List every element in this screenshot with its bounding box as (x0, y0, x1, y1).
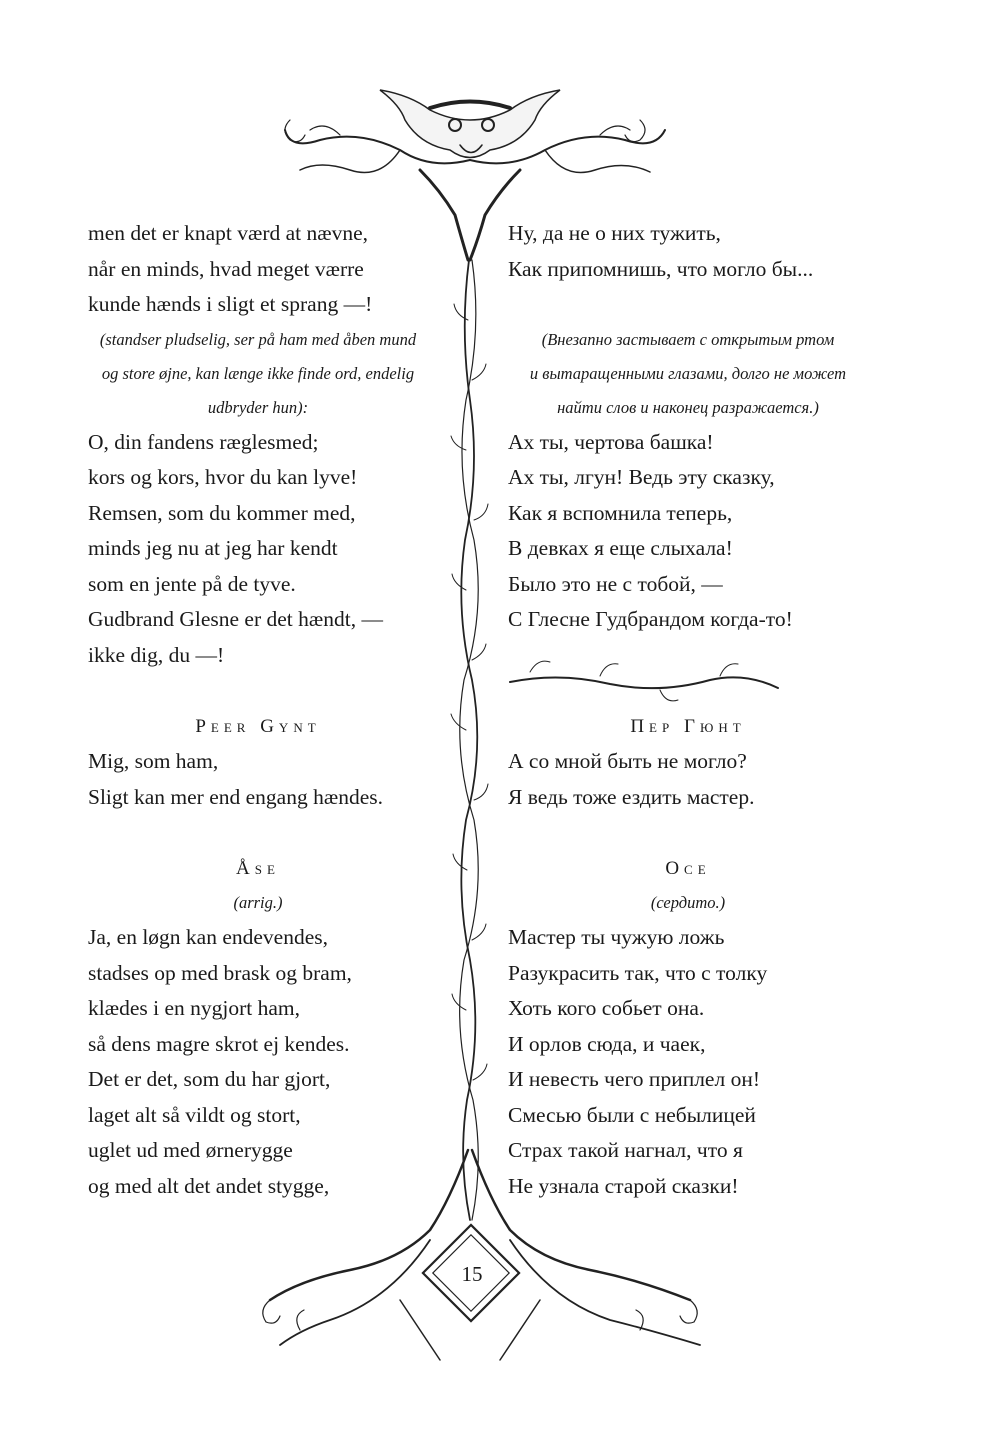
page-number: 15 (461, 1262, 483, 1286)
stage-direction: (Внезапно застывает с открытым ртом и вытаращенными глазами, долго не может найти слов и наконец разражается.) (529, 329, 847, 417)
verse-line: Ja, en løgn kan endevendes, (88, 925, 329, 949)
verse-line: kunde hænds i sligt et sprang —! (88, 292, 373, 316)
verse-line: klædes i en nygjort ham, (88, 996, 300, 1020)
verse-line: Было это не с тобой, — (508, 571, 723, 596)
verse-line: kors og kors, hvor du kan lyve! (88, 465, 358, 489)
verse-line: Мастер ты чужую ложь (508, 925, 725, 949)
verse-line: Я ведь тоже ездить мастер. (508, 784, 755, 809)
stage-direction: (arrig.) (233, 893, 283, 912)
verse-line: Remsen, som du kommer med, (88, 500, 356, 525)
verse-line: А со мной быть не могло? (508, 749, 747, 773)
verse-line: stadses op med brask og bram, (88, 960, 352, 985)
verse-line: Gudbrand Glesne er det hændt, — (88, 607, 383, 631)
verse-line: ikke dig, du —! (88, 642, 225, 667)
verse-line: Ах ты, чертова башка! (508, 429, 714, 454)
verse-line: Не узнала старой сказки! (508, 1173, 739, 1198)
verse-line: Ах ты, лгун! Ведь эту сказку, (508, 465, 775, 489)
verse-line: В девках я еще слыхала! (508, 536, 733, 560)
verse-line: И орлов сюда, и чаек, (508, 1031, 706, 1056)
verse-line: når en minds, hvad meget værre (88, 256, 364, 281)
verse-line: og med alt det andet stygge, (88, 1173, 330, 1198)
verse-line: Смесью были с небылицей (508, 1102, 756, 1127)
verse-line: Det er det, som du har gjort, (88, 1067, 331, 1091)
verse-block-mid (508, 425, 908, 638)
verse-block-top (88, 216, 448, 323)
demon-mask-icon (380, 90, 560, 158)
stage-direction: (standser pludselig, ser på ham med åben mund og store øjne, kan længe ikke finde ord, endelig udbryder hun): (99, 329, 417, 417)
speaker-name: Осе (665, 857, 711, 879)
verse-block-bottom (88, 920, 448, 1204)
verse-line: Страх такой нагнал, что я (508, 1138, 743, 1162)
verse-line: som en jente på de tyve. (88, 571, 296, 596)
verse-block-mid (88, 425, 448, 674)
verse-line: laget alt så vildt og stort, (88, 1102, 301, 1127)
russian-column (508, 216, 908, 1204)
verse-line: С Глесне Гудбрандом когда-то! (508, 607, 793, 631)
verse-line: Хоть кого собьет она. (508, 996, 705, 1020)
verse-line: И невесть чего приплел он! (508, 1067, 760, 1091)
verse-line: men det er knapt værd at nævne, (88, 221, 369, 245)
verse-block-peer (508, 744, 908, 815)
speaker-name: Åse (236, 857, 280, 879)
verse-line: Mig, som ham, (88, 749, 219, 773)
verse-line: uglet ud med ørnerygge (88, 1138, 293, 1162)
verse-line: Как я вспомнила теперь, (508, 500, 733, 525)
verse-line: Как припомнишь, что могло бы... (508, 256, 814, 281)
verse-line: Sligt kan mer end engang hændes. (88, 784, 383, 809)
verse-line: Разукрасить так, что с толку (508, 960, 768, 985)
verse-block-bottom (508, 920, 908, 1204)
verse-line: så dens magre skrot ej kendes. (88, 1031, 350, 1056)
speaker-name: Peer Gynt (195, 715, 321, 737)
verse-block-top (508, 216, 908, 287)
norwegian-column (88, 216, 448, 1204)
stage-direction: (сердито.) (650, 893, 726, 912)
verse-block-peer (88, 744, 448, 815)
speaker-name: Пер Гюнт (630, 715, 746, 737)
verse-line: O, din fandens ræglesmed; (88, 429, 319, 454)
verse-line: minds jeg nu at jeg har kendt (88, 536, 338, 560)
verse-line: Ну, да не о них тужить, (508, 221, 721, 245)
